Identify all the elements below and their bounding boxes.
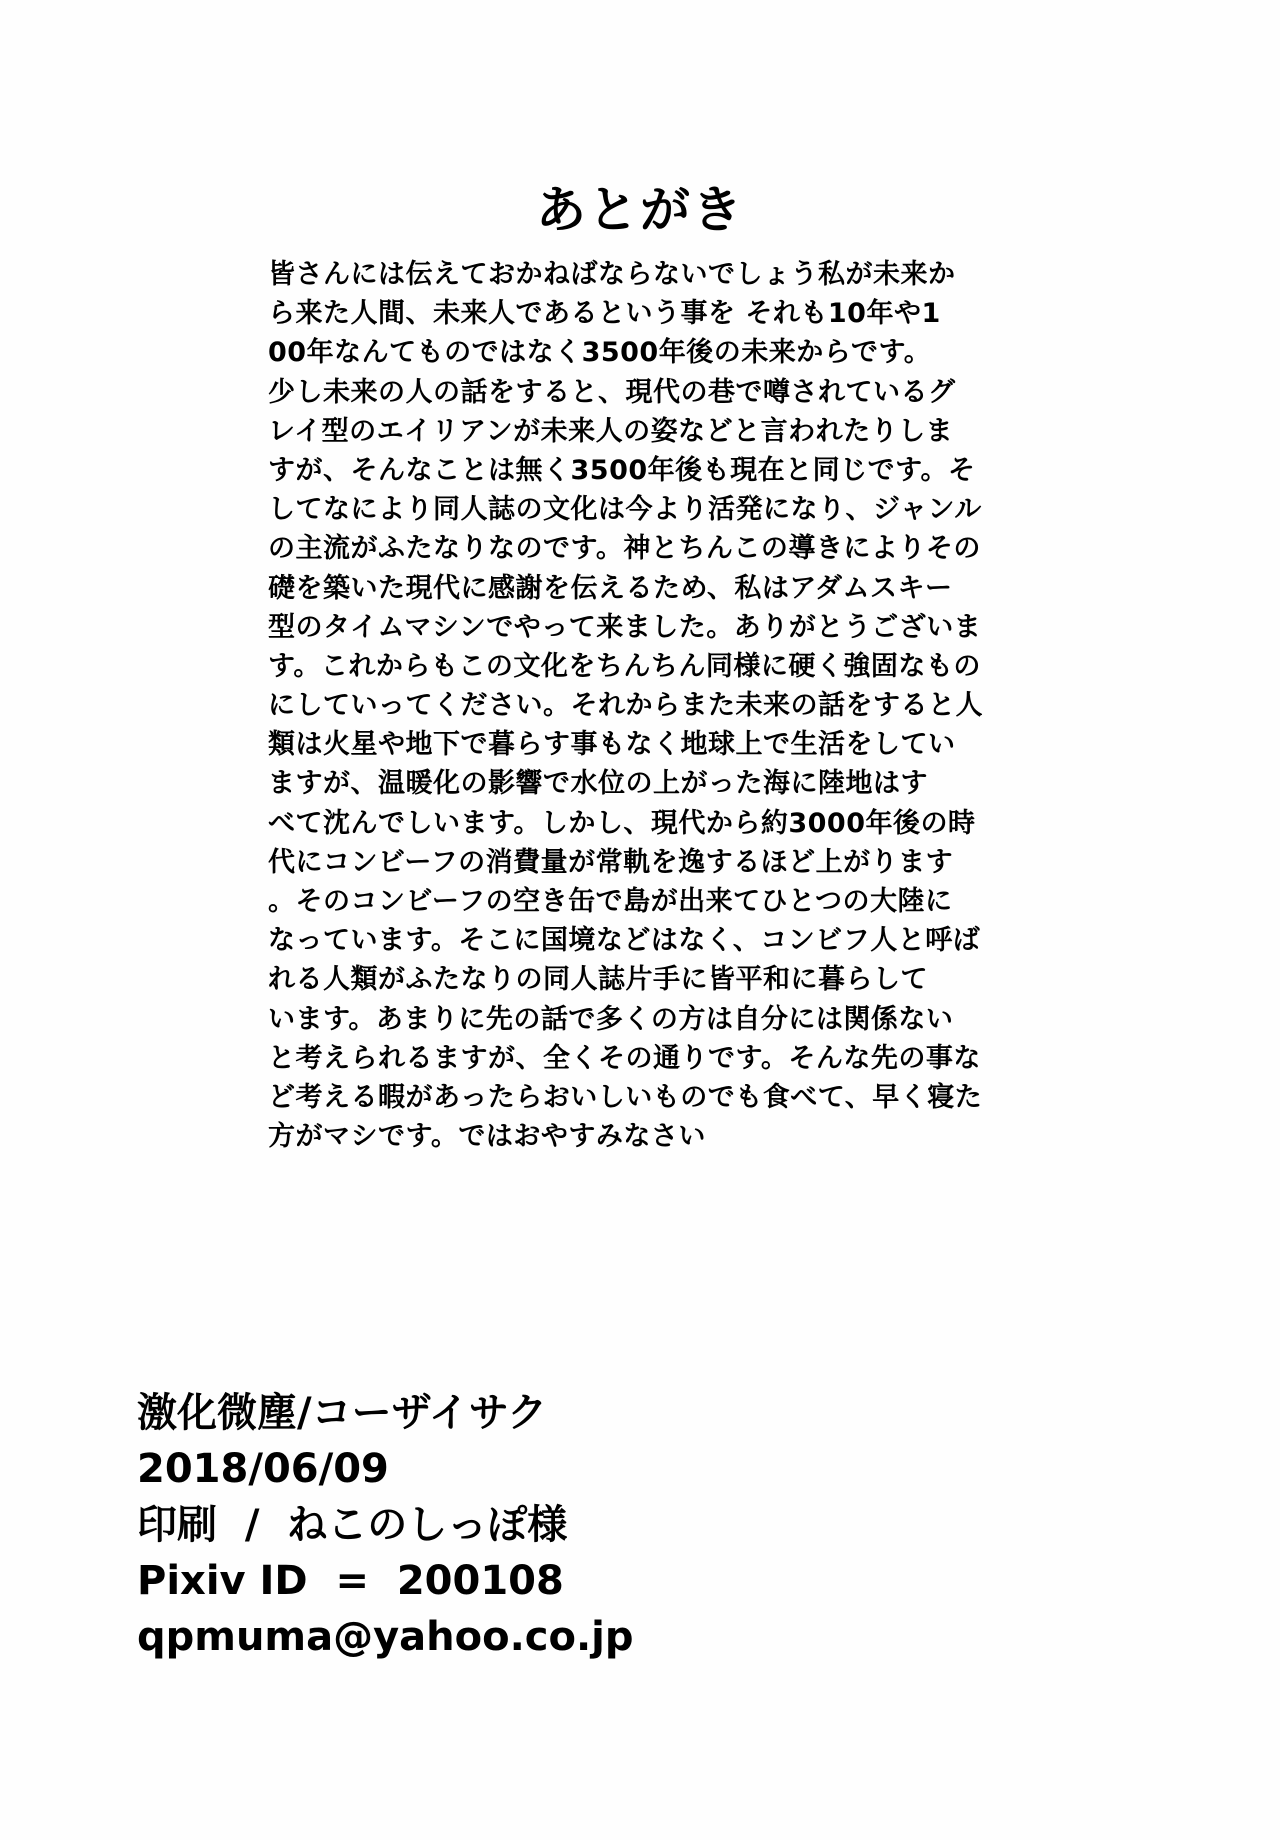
colophon-pixiv-id: Pixiv ID = 200108 [137,1558,564,1604]
afterword-line: にしていってください。それからまた未来の話をすると人 [268,690,983,722]
afterword-line: 00年なんてものではなく3500年後の未来からです。 [268,337,932,369]
colophon-date: 2018/06/09 [137,1446,389,1492]
afterword-line: ど考える暇があったらおいしいものでも食べて、早く寝た [268,1081,983,1113]
afterword-line: レイ型のエイリアンが未来人の姿などと言われたりしま [268,415,954,447]
afterword-line: と考えられるますが、全くその通りです。そんな先の事な [268,1042,981,1074]
afterword-line: 。そのコンビーフの空き缶で島が出来てひとつの大陸に [268,886,953,917]
afterword-line: す。これからもこの文化をちんちん同様に硬く強固なもの [268,650,981,682]
colophon-email: qpmuma@yahoo.co.jp [137,1614,634,1660]
colophon-circle: 激化微塵/コーザイサク [137,1390,548,1436]
afterword-line: ますが、温暖化の影響で水位の上がった海に陸地はす [268,768,928,800]
afterword-line: います。あまりに先の話で多くの方は自分には関係ない [268,1003,954,1035]
afterword-line: れる人類がふたなりの同人誌片手に皆平和に暮らして [268,964,928,996]
afterword-text [268,255,988,1156]
afterword-line: すが、そんなことは無く3500年後も現在と同じです。そ [268,454,976,486]
afterword-line: 型のタイムマシンでやって来ました。ありがとうございま [268,611,982,643]
afterword-line: してなにより同人誌の文化は今より活発になり、ジャンル [268,494,982,526]
afterword-line: の主流がふたなりなのです。神とちんこの導きによりその [268,533,981,565]
afterword-line: 皆さんには伝えておかねばならないでしょう私が未来か [268,259,956,290]
page-title: あとがき [536,181,744,239]
colophon [137,1385,634,1665]
afterword-line: 礎を築いた現代に感謝を伝えるため、私はアダムスキー [268,572,953,604]
colophon-printer: 印刷 / ねこのしっぽ様 [137,1502,568,1548]
afterword-line: べて沈んでしいます。しかし、現代から約3000年後の時 [268,807,976,839]
afterword-line: 少し未来の人の話をすると、現代の巷で噂されているグ [268,376,956,408]
afterword-line: 方がマシです。ではおやすみなさい [268,1121,706,1153]
afterword-line: 代にコンビーフの消費量が常軌を逸するほど上がります [268,846,954,878]
afterword-line: ら来た人間、未来人であるという事を それも10年や1 [268,298,941,330]
afterword-line: なっています。そこに国境などはなく、コンビフ人と呼ば [268,925,981,957]
afterword-line: 類は火星や地下で暮らす事もなく地球上で生活をしてい [268,729,956,761]
